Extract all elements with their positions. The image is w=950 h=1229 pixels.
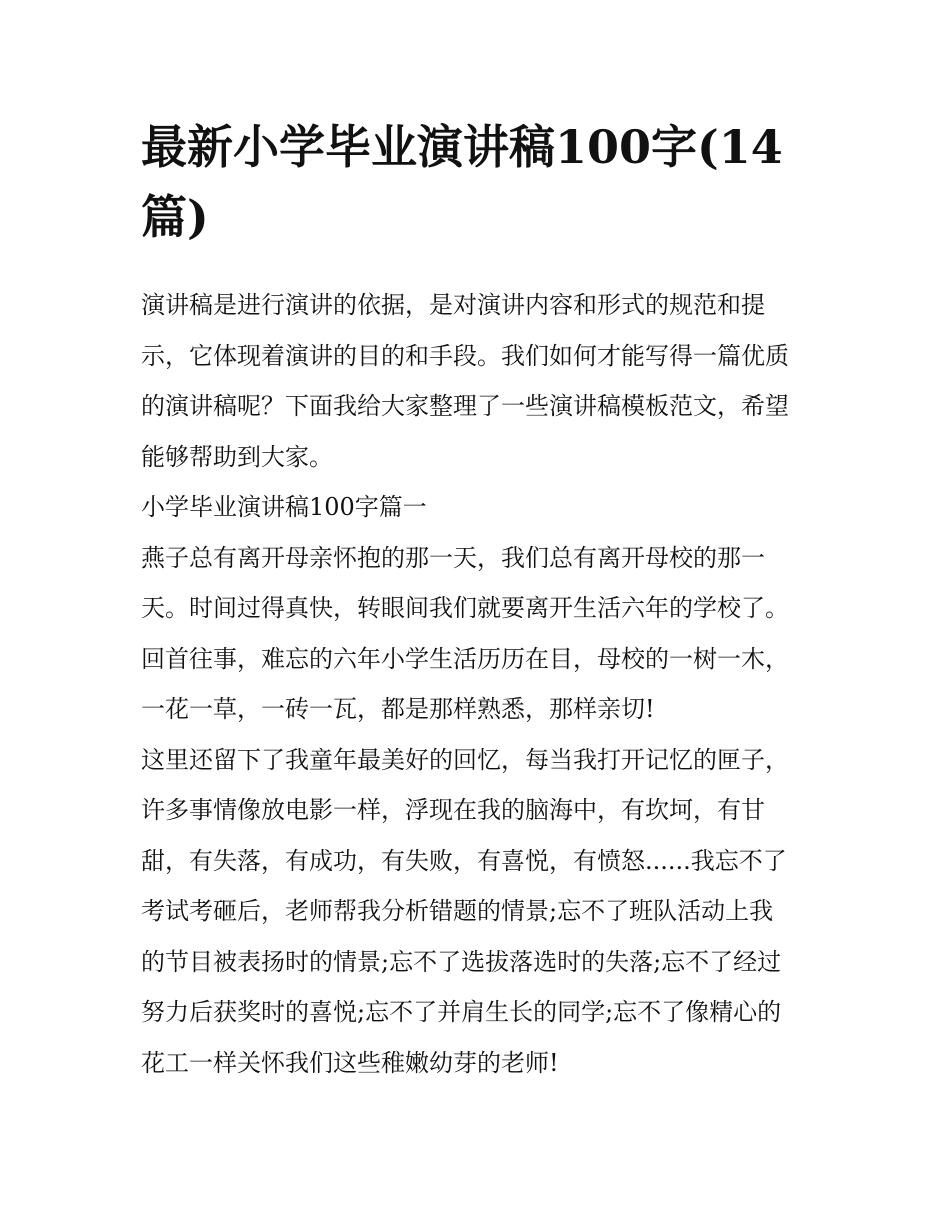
section-heading bbox=[141, 482, 813, 533]
text-line: 的演讲稿呢？下面我给大家整理了一些演讲稿模板范文，希望 bbox=[141, 392, 789, 420]
text-line: 一花一草，一砖一瓦，都是那样熟悉，那样亲切! bbox=[141, 695, 655, 723]
text-line: 许多事情像放电影一样，浮现在我的脑海中，有坎坷，有甘 bbox=[141, 796, 765, 824]
title-line: 最新小学毕业演讲稿100字(14 bbox=[141, 120, 783, 174]
text-line: 示，它体现着演讲的目的和手段。我们如何才能写得一篇优质 bbox=[141, 341, 789, 370]
text-line: 的节目被表扬时的情景;忘不了选拔落选时的失落;忘不了经过 bbox=[141, 947, 782, 976]
text-line: 这里还留下了我童年最美好的回忆，每当我打开记忆的匣子， bbox=[141, 745, 789, 774]
intro-paragraph bbox=[141, 280, 813, 482]
text-line: 天。时间过得真快，转眼间我们就要离开生活六年的学校了。 bbox=[141, 594, 789, 622]
text-line: 花工一样关怀我们这些稚嫩幼芽的老师! bbox=[141, 1048, 559, 1077]
text-line: 演讲稿是进行演讲的依据，是对演讲内容和形式的规范和提 bbox=[141, 291, 765, 319]
text-line: 能够帮助到大家。 bbox=[141, 442, 333, 471]
text-line: 燕子总有离开母亲怀抱的那一天，我们总有离开母校的那一 bbox=[141, 543, 765, 572]
body-paragraph-1 bbox=[141, 533, 813, 735]
text-line: 努力后获奖时的喜悦;忘不了并肩生长的同学;忘不了像精心的 bbox=[141, 998, 782, 1026]
body-paragraph-2 bbox=[141, 735, 813, 1089]
text-line: 甜，有失落，有成功，有失败，有喜悦，有愤怒......我忘不了 bbox=[141, 846, 787, 875]
document-content bbox=[141, 112, 813, 1088]
text-line: 回首往事，难忘的六年小学生活历历在目，母校的一树一木， bbox=[141, 644, 789, 673]
text-line: 考试考砸后，老师帮我分析错题的情景;忘不了班队活动上我 bbox=[141, 897, 774, 925]
document-title bbox=[141, 112, 813, 252]
title-line: 篇) bbox=[141, 190, 209, 244]
text-line: 小学毕业演讲稿100字篇一 bbox=[141, 493, 427, 521]
